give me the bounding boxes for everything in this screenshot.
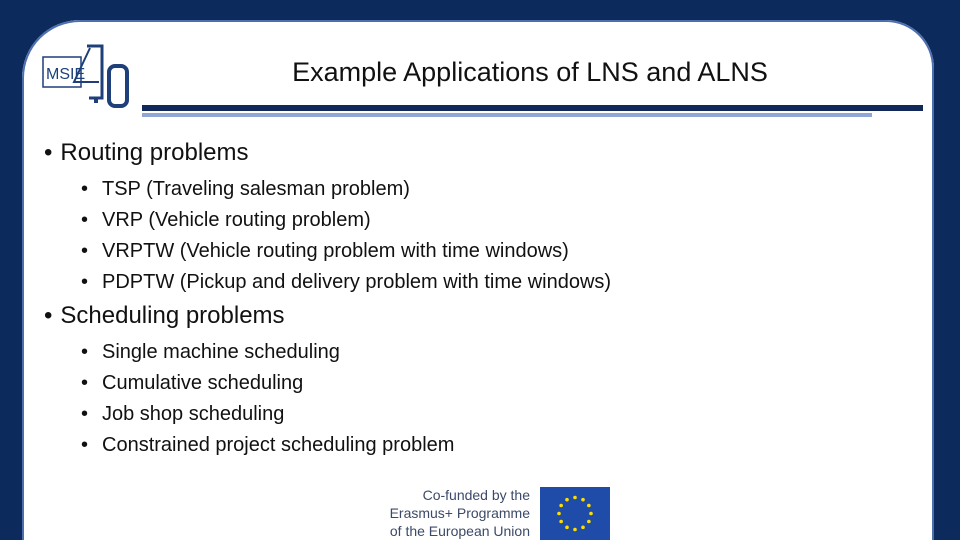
footer-line: Erasmus+ Programme: [389, 505, 530, 521]
scheduling-section: [44, 301, 454, 461]
list-item: • PDPTW (Pickup and delivery problem with time windows): [81, 267, 611, 298]
list-item: • Constrained project scheduling problem: [81, 430, 454, 461]
eu-star: [581, 498, 585, 502]
eu-star: [565, 526, 569, 530]
scheduling-list: [81, 337, 454, 461]
slide-title: Example Applications of LNS and ALNS: [292, 57, 768, 87]
eu-flag-icon: [540, 487, 610, 540]
list-item: • Cumulative scheduling: [81, 368, 454, 399]
eu-star: [589, 512, 593, 516]
eu-star: [587, 504, 591, 508]
list-item: • Single machine scheduling: [81, 337, 454, 368]
footer-line: Co-funded by the: [422, 487, 530, 503]
eu-cofunding-text: [372, 486, 530, 540]
list-item: • VRP (Vehicle routing problem): [81, 205, 611, 236]
eu-star: [565, 498, 569, 502]
eu-star: [587, 520, 591, 524]
title-rule-light: [142, 113, 872, 117]
eu-star: [557, 512, 561, 516]
list-item: • TSP (Traveling salesman problem): [81, 174, 611, 205]
eu-star: [559, 504, 563, 508]
section-heading: • Routing problems: [44, 138, 611, 168]
eu-star: [573, 496, 577, 500]
list-item: • VRPTW (Vehicle routing problem with time windows): [81, 236, 611, 267]
section-heading: • Scheduling problems: [44, 301, 454, 331]
title-rule-dark: [142, 105, 923, 111]
eu-star: [573, 528, 577, 532]
routing-section: [44, 138, 611, 298]
msie-logo: [42, 42, 142, 112]
routing-list: [81, 174, 611, 298]
footer-line: of the European Union: [389, 523, 530, 539]
eu-star: [559, 520, 563, 524]
svg-text:MSIE: MSIE: [46, 66, 86, 83]
list-item: • Job shop scheduling: [81, 399, 454, 430]
eu-star: [581, 526, 585, 530]
